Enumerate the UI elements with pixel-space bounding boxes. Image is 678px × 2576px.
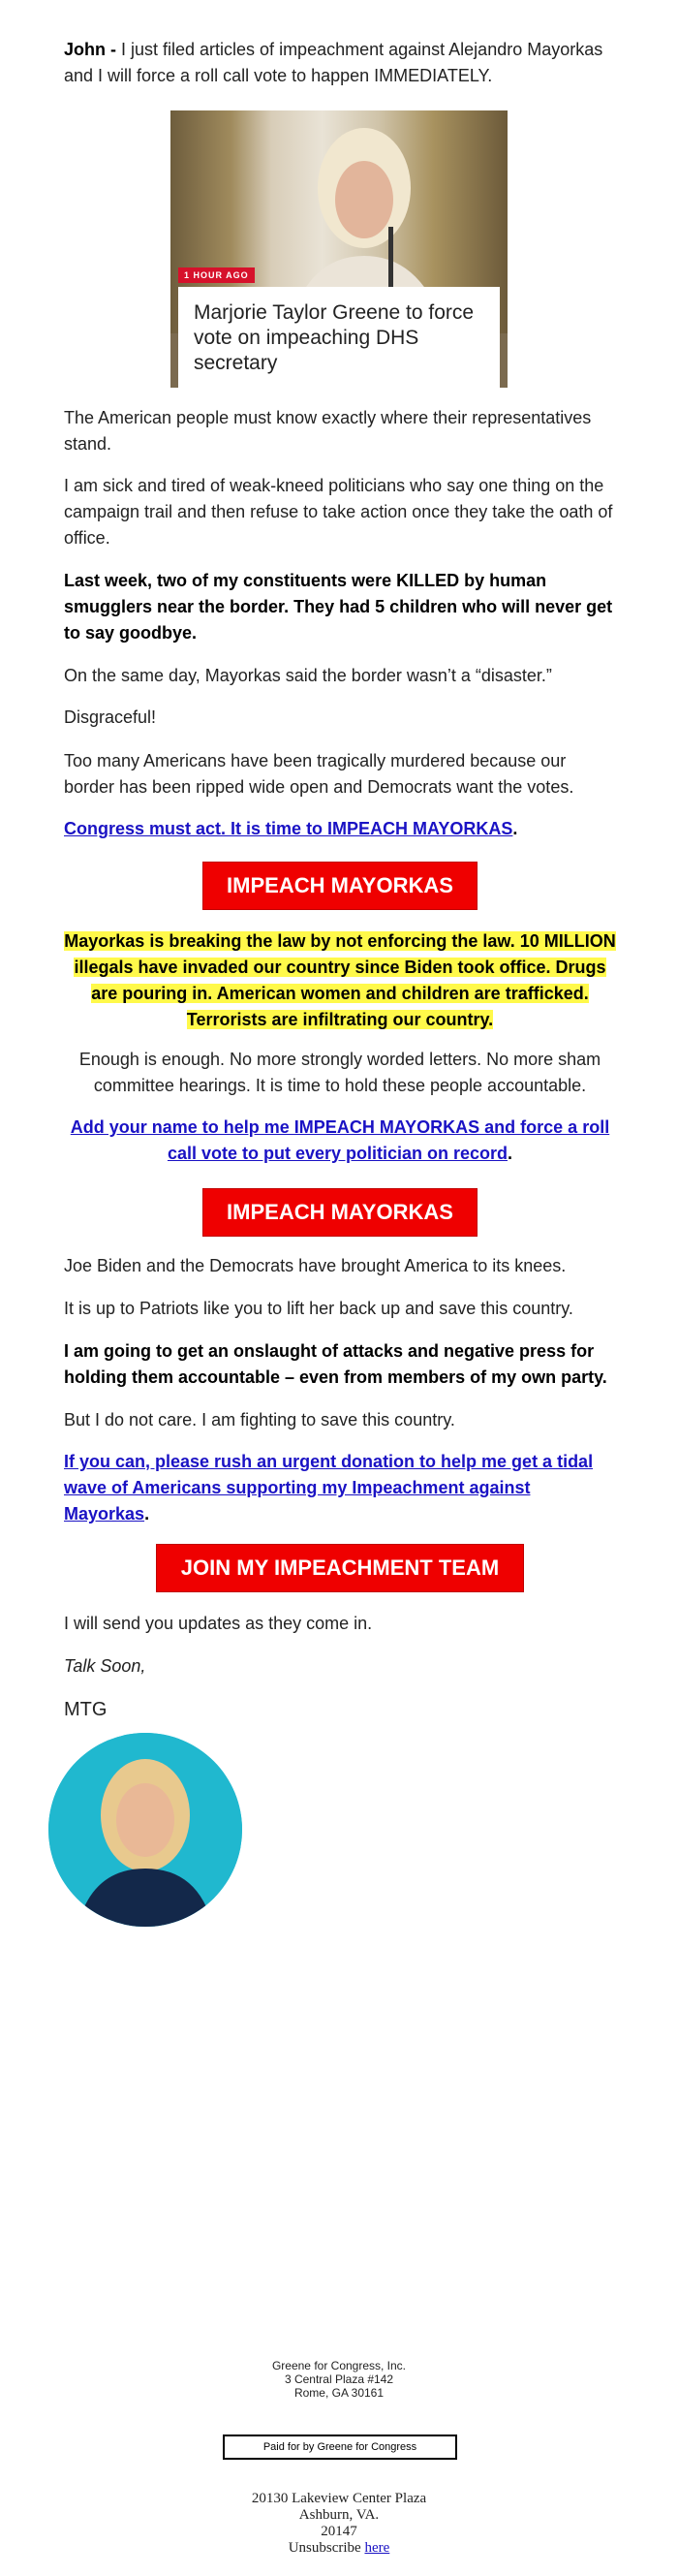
impeach-mayorkas-button-2[interactable]: IMPEACH MAYORKAS [202, 1188, 478, 1237]
unsubscribe-link[interactable]: here [364, 2540, 390, 2556]
paragraph-link-3 [64, 1449, 616, 1527]
news-headline: Marjorie Taylor Greene to force vote on impeaching DHS secretary [194, 301, 475, 374]
footer-address-3: 20130 Lakeview Center Plaza [251, 2491, 427, 2506]
unsubscribe-line [0, 2540, 678, 2556]
sign-off: Talk Soon, [64, 1656, 146, 1676]
paragraph-11: But I do not care. I am fighting to save this country. [64, 1410, 455, 1429]
footer-address-2: Rome, GA 30161 [293, 2386, 385, 2400]
unsubscribe-text: Unsubscribe [288, 2540, 361, 2556]
donation-link[interactable]: If you can, please rush an urgent donation to help me get a tidal wave of Americans supporting my Impeachment against Mayorkas [64, 1452, 594, 1524]
paid-for-box: Paid for by Greene for Congress [223, 2435, 457, 2460]
paragraph-9: It is up to Patriots like you to lift her back up and save this country. [64, 1299, 573, 1318]
news-headline-card [178, 287, 500, 388]
join-impeachment-team-button[interactable]: JOIN MY IMPEACHMENT TEAM [156, 1544, 524, 1592]
paragraph-link-2 [64, 1115, 616, 1167]
paragraph-4: On the same day, Mayorkas said the border wasn’t a “disaster.” [64, 666, 552, 685]
time-badge: 1 HOUR AGO [178, 267, 255, 283]
intro-paragraph [64, 37, 616, 89]
footer-zip: 20147 [321, 2524, 357, 2539]
impeach-mayorkas-button[interactable]: IMPEACH MAYORKAS [202, 862, 478, 910]
highlighted-text: Mayorkas is breaking the law by not enforcing the law. 10 MILLION illegals have invaded our country since Biden took office. Drugs are pouring in. American women and children are trafficked. Terrorists are infiltrating our country. [64, 931, 616, 1029]
paragraph-10-bold: I am going to get an onslaught of attacks and negative press for holding them accountable – even from members of my own party. [64, 1341, 607, 1387]
paragraph-8: Joe Biden and the Democrats have brought America to its knees. [64, 1256, 567, 1275]
paragraph-3-bold: Last week, two of my constituents were KILLED by human smugglers near the border. They had 5 children who will never get to say goodbye. [64, 571, 613, 643]
impeach-link[interactable]: Congress must act. It is time to IMPEACH MAYORKAS [64, 819, 513, 838]
paragraph-6: Too many Americans have been tragically murdered because our border has been ripped wide open and Democrats want the votes. [64, 751, 574, 797]
link-2-period: . [508, 1144, 513, 1163]
paragraph-12: I will send you updates as they come in. [64, 1614, 373, 1633]
link-1-period: . [512, 819, 518, 838]
highlight-paragraph [64, 928, 616, 1033]
paragraph-1: The American people must know exactly where their representatives stand. [64, 408, 592, 454]
paragraph-5: Disgraceful! [64, 707, 157, 727]
portrait-illustration [48, 1733, 242, 1927]
signature: MTG [64, 1699, 108, 1720]
footer-org: Greene for Congress, Inc. [271, 2359, 407, 2372]
news-image-card[interactable] [170, 110, 508, 388]
avatar [48, 1733, 242, 1927]
footer-address-4: Ashburn, VA. [298, 2507, 380, 2523]
intro-text: I just filed articles of impeachment against Alejandro Mayorkas and I will force a roll call vote to happen IMMEDIATELY. [64, 40, 603, 85]
add-name-link[interactable]: Add your name to help me IMPEACH MAYORKAS and force a roll call vote to put every politician on record [70, 1117, 610, 1163]
paragraph-link-1 [64, 816, 616, 842]
link-3-period: . [144, 1504, 150, 1524]
paragraph-2: I am sick and tired of weak-kneed politicians who say one thing on the campaign trail and then refuse to take action once they take the oath of office. [64, 476, 613, 548]
recipient-name: John [64, 40, 106, 59]
footer-address-1: 3 Central Plaza #142 [284, 2372, 394, 2386]
paragraph-7: Enough is enough. No more strongly worded letters. No more sham committee hearings. It is time to hold these people accountable. [78, 1050, 601, 1095]
intro-separator: - [106, 40, 121, 59]
